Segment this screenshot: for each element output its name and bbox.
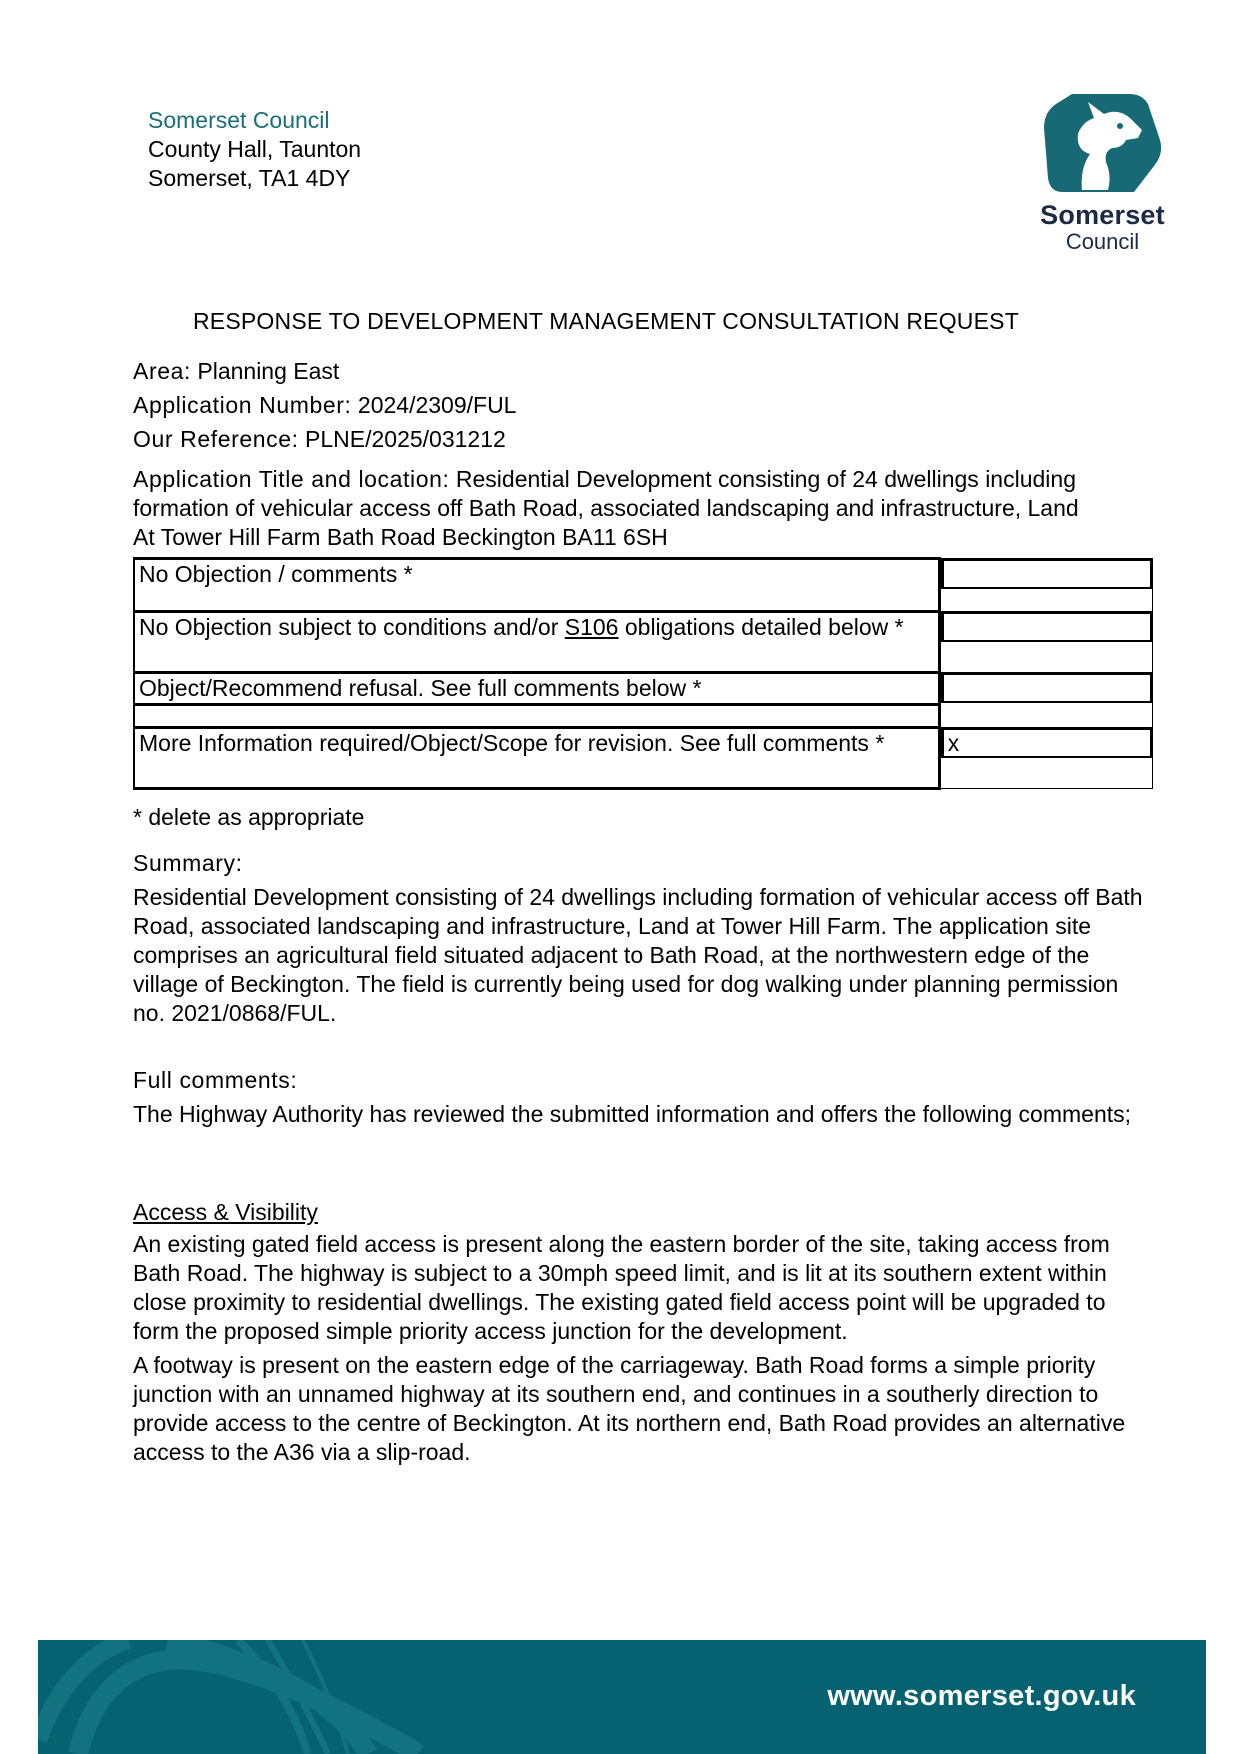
option-checkbox-cell[interactable] (939, 612, 1152, 673)
option-label: More Information required/Object/Scope for revision. See full comments * (134, 728, 939, 789)
area-value: Planning East (197, 358, 340, 384)
option-mark[interactable]: x (941, 728, 1152, 758)
option-mark[interactable] (941, 612, 1152, 642)
option-row (134, 673, 1153, 705)
option-mark[interactable] (941, 559, 1152, 589)
logo-text-somerset: Somerset (1040, 200, 1165, 230)
option-label: No Objection subject to conditions and/or S106 obligations detailed below * (134, 612, 939, 673)
footer-website-link[interactable]: www.somerset.gov.uk (827, 1680, 1136, 1712)
application-number-label: Application Number: (133, 392, 352, 418)
dragon-logo-icon (1042, 88, 1162, 196)
section-heading-access-visibility: Access & Visibility (133, 1199, 318, 1225)
access-paragraph-2: A footway is present on the eastern edge of the carriageway. Bath Road forms a simple priority junction with an unnamed highway at its southern end, and continues in a southerly direction to provide access to the centre of Beckington. At its northern end, Bath Road provides an alternative access to the A36 via a slip-road. (133, 1352, 1126, 1465)
full-comments-heading: Full comments: (133, 1067, 298, 1093)
option-label: Object/Recommend refusal. See full comments below * (134, 673, 939, 705)
response-options-table (133, 557, 1153, 790)
option-checkbox-cell[interactable] (939, 728, 1152, 789)
application-number-value: 2024/2309/FUL (357, 392, 517, 418)
s106-link[interactable]: S106 (564, 614, 619, 640)
area-row (133, 358, 339, 385)
application-number-row (133, 392, 516, 419)
option-mark[interactable] (941, 673, 1152, 703)
area-label: Area: (133, 358, 191, 384)
option-checkbox-cell[interactable] (939, 673, 1152, 728)
option-row (134, 612, 1153, 673)
reference-label: Our Reference: (133, 426, 299, 452)
summary-text: Residential Development consisting of 24 dwellings including formation of vehicular access off Bath Road, associated landscaping and infrastructure, Land at Tower Hill Farm. The application site comprises an agricultural field situated adjacent to Bath Road, at the northwestern edge of the village of Beckington. The field is currently being used for dog walking under planning permission no. 2021/0868/FUL. (133, 884, 1143, 1026)
application-title-row (133, 465, 1093, 552)
application-title-label: Application Title and location: (133, 466, 450, 492)
full-comments-intro: The Highway Authority has reviewed the submitted information and offers the following comments; (133, 1101, 1132, 1127)
reference-value: PLNE/2025/031212 (305, 426, 506, 452)
option-checkbox-cell[interactable] (939, 559, 1152, 612)
option-row (134, 559, 1153, 612)
option-label: No Objection / comments * (134, 559, 939, 612)
sender-address (148, 106, 361, 193)
application-title-value: Residential Development consisting of 24 dwellings including formation of vehicular access off Bath Road, associated landscaping and infrastructure, Land At Tower Hill Farm Bath Road Beckington BA11 6SH (133, 466, 1079, 550)
address-line-1: County Hall, Taunton (148, 136, 362, 162)
footer-banner (38, 1640, 1206, 1754)
address-line-2: Somerset, TA1 4DY (148, 165, 351, 191)
council-logo (1030, 88, 1180, 255)
delete-note: * delete as appropriate (133, 804, 365, 830)
page-title: RESPONSE TO DEVELOPMENT MANAGEMENT CONSULTATION REQUEST (193, 308, 1019, 334)
summary-heading: Summary: (133, 850, 243, 876)
option-row (134, 728, 1153, 789)
access-paragraph-1: An existing gated field access is present along the eastern border of the site, taking access from Bath Road. The highway is subject to a 30mph speed limit, and is lit at its southern extent within close proximity to residential dwellings. The existing gated field access point will be upgraded to form the proposed simple priority access junction for the development. (133, 1231, 1110, 1344)
logo-text-council: Council (1065, 229, 1140, 254)
org-name: Somerset Council (148, 107, 330, 133)
reference-row (133, 426, 506, 453)
